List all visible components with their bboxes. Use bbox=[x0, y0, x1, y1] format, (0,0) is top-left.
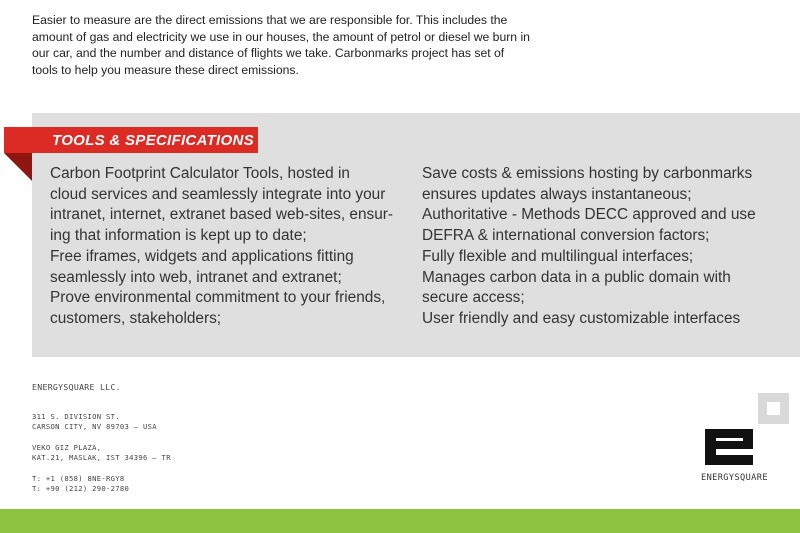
spec-line: DEFRA & international conversion factors; bbox=[422, 227, 710, 245]
ribbon-fold bbox=[4, 153, 32, 181]
logo-e-icon bbox=[703, 427, 755, 467]
spec-line: ensures updates always instantaneous; bbox=[422, 185, 692, 203]
address-us-line-2: CARSON CITY, NV 89703 – USA bbox=[32, 422, 157, 431]
address-tr-line-1: VEKO GIZ PLAZA, bbox=[32, 443, 102, 452]
section-title: TOOLS & SPECIFICATIONS bbox=[52, 132, 254, 149]
company-name: ENERGYSQUARE LLC. bbox=[32, 382, 121, 392]
spec-line: intranet, internet, extranet based web-sites, ensur- bbox=[50, 206, 394, 224]
intro-line: Easier to measure are the direct emissions that we are responsible for. This includes the bbox=[32, 13, 508, 27]
phone-us: T: +1 (858) 8NE-RGY8 bbox=[32, 474, 125, 483]
logo-wordmark: ENERGYSQUARE bbox=[701, 473, 768, 483]
spec-line: Prove environmental commitment to your friends, bbox=[50, 289, 386, 307]
specs-left-column bbox=[50, 164, 400, 330]
intro-line: amount of gas and electricity we use in our houses, the amount of petrol or diesel we burn in bbox=[32, 29, 530, 44]
energysquare-logo bbox=[700, 393, 792, 485]
phone-tr: T: +90 (212) 290-2780 bbox=[32, 484, 130, 493]
spec-line: ing that information is kept up to date; bbox=[50, 227, 307, 245]
address-us-line-1: 311 S. DIVISION ST. bbox=[32, 412, 120, 421]
specs-right-column bbox=[422, 164, 792, 330]
spec-line: User friendly and easy customizable interfaces bbox=[422, 309, 741, 327]
spec-line: cloud services and seamlessly integrate into your bbox=[50, 185, 386, 203]
spec-line: customers, stakeholders; bbox=[50, 309, 222, 327]
spec-line: Carbon Footprint Calculator Tools, hosted in bbox=[50, 165, 350, 182]
intro-paragraph bbox=[32, 12, 580, 78]
spec-line: seamlessly into web, intranet and extranet; bbox=[50, 268, 342, 286]
intro-line: tools to help you measure these direct emissions. bbox=[32, 62, 299, 77]
footer-green-bar bbox=[0, 509, 800, 533]
intro-line: our car, and the number and distance of flights we take. Carbonmarks project has set of bbox=[32, 46, 505, 61]
spec-line: Manages carbon data in a public domain with bbox=[422, 268, 731, 286]
spec-line: Free iframes, widgets and applications fitting bbox=[50, 247, 354, 265]
spec-line: Fully flexible and multilingual interfaces; bbox=[422, 247, 694, 265]
spec-line: Authoritative - Methods DECC approved and use bbox=[422, 206, 756, 224]
spec-line: secure access; bbox=[422, 289, 525, 307]
spec-line: Save costs & emissions hosting by carbonmarks bbox=[422, 165, 753, 182]
logo-square-icon bbox=[758, 393, 789, 424]
address-tr-line-2: KAT.21, MASLAK, IST 34396 – TR bbox=[32, 453, 171, 462]
